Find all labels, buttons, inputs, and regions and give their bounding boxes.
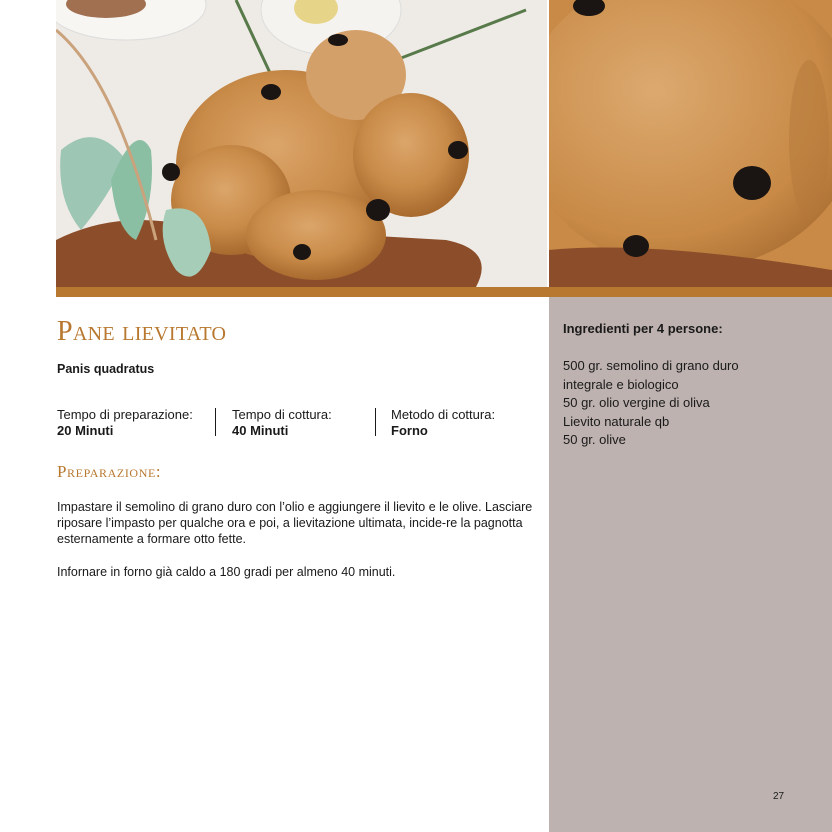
ingredient-item: 50 gr. olive xyxy=(563,432,626,447)
ingredient-item: integrale e biologico xyxy=(563,376,679,392)
cook-method-value: Forno xyxy=(391,423,428,438)
ingredient-item: Lievito naturale qb xyxy=(563,413,670,429)
recipe-title: Pane lievitato xyxy=(57,316,227,347)
prep-time-value: 20 Minuti xyxy=(57,423,114,438)
page-number: 27 xyxy=(773,791,785,802)
prep-time-label: Tempo di preparazione: xyxy=(57,407,193,422)
cook-method xyxy=(391,407,495,439)
bread-closeup-image xyxy=(549,0,832,287)
preparation-heading: Preparazione: xyxy=(57,462,162,481)
preparation-paragraph: Infornare in forno già caldo a 180 gradi per almeno 40 minuti. xyxy=(57,565,396,579)
cook-time-label: Tempo di cottura: xyxy=(232,407,332,422)
cook-time-value: 40 Minuti xyxy=(232,423,289,438)
meta-divider xyxy=(215,408,216,436)
recipe-subtitle: Panis quadratus xyxy=(57,362,155,376)
prep-time xyxy=(57,407,193,439)
bread-photo-image xyxy=(56,0,547,287)
ingredient-item: 50 gr. olio vergine di oliva xyxy=(563,395,710,410)
accent-rule xyxy=(56,287,832,297)
meta-divider xyxy=(375,408,376,436)
ingredients-heading: Ingredienti per 4 persone: xyxy=(563,321,723,336)
ingredients-panel xyxy=(549,297,832,832)
bread-photo xyxy=(56,0,547,287)
preparation-paragraph: Impastare il semolino di grano duro con l’olio e aggiungere il lievito e le olive. Lasciare riposare l’impasto per qualche ora e poi, a lievitazione ultimata, incide-re la pagnotta esternamente a formare otto fette. xyxy=(57,500,533,546)
bread-closeup-photo xyxy=(549,0,832,287)
ingredients-list xyxy=(563,357,739,450)
cook-method-label: Metodo di cottura: xyxy=(391,407,496,422)
cook-time xyxy=(232,407,332,439)
ingredient-item: 500 gr. semolino di grano duro xyxy=(563,358,739,373)
